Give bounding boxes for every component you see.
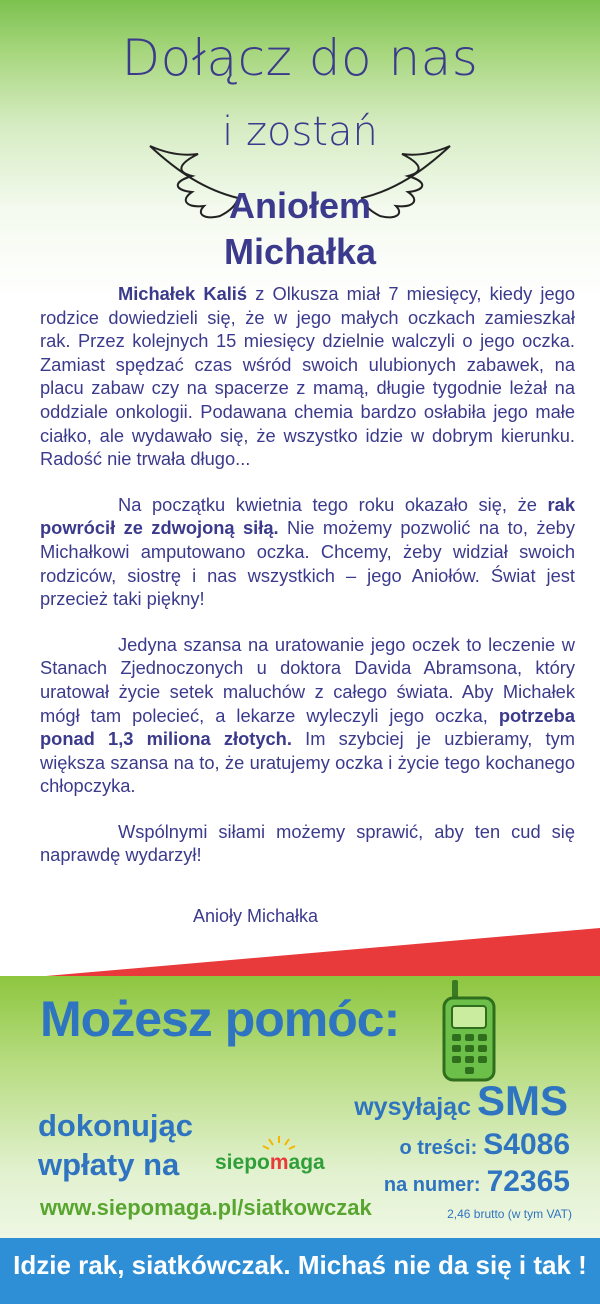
donate-line-1: dokonując <box>38 1108 194 1143</box>
child-name: Michałek Kaliś <box>118 283 248 304</box>
sms-content-value: S4086 <box>483 1128 570 1161</box>
red-stripe <box>0 928 600 980</box>
sms-number-row: na numer: 72365 <box>383 1165 570 1198</box>
headline-name: Michałka <box>223 231 377 272</box>
svg-text:siepomaga: siepomaga <box>215 1151 325 1174</box>
mobile-phone-icon <box>430 978 510 1082</box>
sun-rays-icon <box>263 1136 295 1149</box>
sms-price: 2,46 brutto (w tym VAT) <box>447 1207 572 1221</box>
footer-slogan: Idzie rak, siatkówczak. Michaś nie da się i tak ! <box>13 1250 587 1280</box>
story-paragraph-2: Na początku kwietnia tego roku okazało się, że rak powrócił ze zdwojoną siłą. Nie możemy pozwolić na to, żeby Michałkowi amputowano oczka. Chcemy, żeby widział swoich rodziców, siostrę i nas wszystkich – jego Aniołów. Świat jest przecież taki piękny! <box>40 493 575 610</box>
headline-angel: Aniołem <box>228 185 371 226</box>
story-paragraph-1: Michałek Kaliś z Olkusza miał 7 miesięcy, kiedy jego rodzice dowiedzieli się, że w jego małych oczkach zamieszkał rak. Przez kolejnych 15 miesięcy dzielnie walczyli o jego oczka. Zamiast spędzać czas wśród swoich ulubionych zabawek, na placu zabaw czy na spacerze z mamą, długie tygodnie leżał na oddziale onkologii. Podawana chemia bardzo osłabiła jego małe ciałko, ale wydawało się, że wszystko idzie w dobrym kierunku. Radość nie trwała długo... <box>40 283 575 470</box>
headline-join-us: Dołącz do nas <box>121 29 479 87</box>
sms-content-row: o treści: S4086 <box>399 1128 570 1161</box>
sms-number-value: 72365 <box>486 1165 570 1198</box>
siepomaga-logo <box>213 1133 333 1183</box>
sms-label: SMS <box>476 1077 568 1124</box>
help-title: Możesz pomóc: <box>40 991 400 1047</box>
story-text <box>40 282 575 889</box>
donation-url: www.siepomaga.pl/siatkowczak <box>40 1195 372 1220</box>
sms-send-line: wysyłając SMS <box>354 1077 568 1124</box>
signature: Anioły Michałka <box>193 906 319 926</box>
story-paragraph-4: Wspólnymi siłami możemy sprawić, aby ten cud się naprawdę wydarzył! <box>40 820 575 866</box>
donate-line-2: wpłaty na <box>38 1147 180 1182</box>
story-paragraph-3: Jedyna szansa na uratowanie jego oczek to leczenie w Stanach Zjednoczonych u doktora Davida Abramsona, który uratował życie setek maluchów z całego świata. Aby Michałek mógł tam polecieć, a lekarze wyleczyli jego oczka, potrzeba ponad 1,3 miliona złotych. Im szybciej je uzbieramy, tym większa szansa na to, że uratujemy oczka i życie tego kochanego chłopczyka. <box>40 633 575 797</box>
headline-and-become: i zostań <box>222 109 378 155</box>
